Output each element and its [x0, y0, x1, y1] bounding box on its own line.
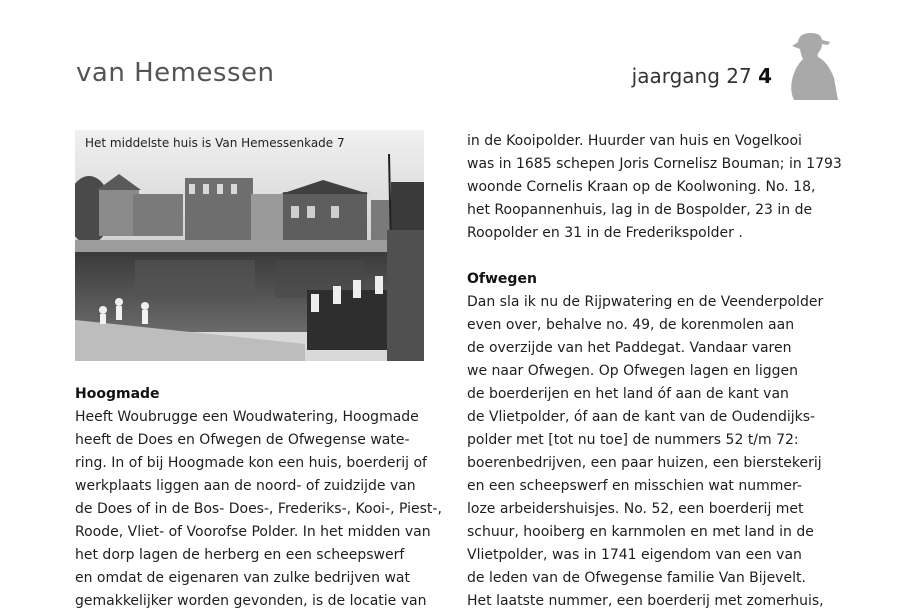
body-line: polder met [tot nu toe] de nummers 52 t/m 72: — [467, 432, 799, 448]
body-line: Het laatste nummer, een boerderij met zomerhuis, — [467, 593, 824, 609]
page-title: van Hemessen — [76, 58, 275, 88]
body-line: we naar Ofwegen. Op Ofwegen lagen en liggen — [467, 363, 799, 379]
left-column — [75, 383, 442, 613]
body-line: Dan sla ik nu de Rijpwatering en de Veenderpolder — [467, 294, 824, 310]
body-line: heeft de Does en Ofwegen de Ofwegense wate- — [75, 432, 410, 448]
body-line: de leden van de Ofwegense familie Van Bijevelt. — [467, 570, 806, 586]
body-line: en omdat de eigenaren van zulke bedrijven wat — [75, 570, 410, 586]
issue-number: 4 — [758, 64, 772, 88]
body-line: loze arbeidershuisjes. No. 52, een boerderij met — [467, 501, 804, 517]
body-line: het dorp lagen de herberg en een scheepswerf — [75, 547, 405, 563]
body-line: Heeft Woubrugge een Woudwatering, Hoogmade — [75, 409, 419, 425]
body-line: ring. In of bij Hoogmade kon een huis, boerderij of — [75, 455, 427, 471]
issue-label — [632, 64, 772, 88]
right-column — [467, 130, 842, 613]
section-heading-hoogmade: Hoogmade — [75, 386, 160, 402]
body-line: Vlietpolder, was in 1741 eigendom van een van — [467, 547, 802, 563]
body-line: was in 1685 schepen Joris Cornelisz Bouman; in 1793 — [467, 156, 842, 172]
canal-photo — [75, 130, 424, 361]
body-line: het Roopannenhuis, lag in de Bospolder, 23 in de — [467, 202, 813, 218]
body-line: werkplaats liggen aan de noord- of zuidzijde van — [75, 478, 416, 494]
body-line: de Does of in de Bos- Does-, Frederiks-, Kooi-, Piest-, — [75, 501, 442, 517]
body-line: de overzijde van het Paddegat. Vandaar varen — [467, 340, 792, 356]
body-line: de boerderijen en het land óf aan de kant van — [467, 386, 789, 402]
photo-caption: Het middelste huis is Van Hemessenkade 7 — [85, 136, 345, 150]
body-line: en een scheepswerf en misschien wat nummer- — [467, 478, 802, 494]
body-line: even over, behalve no. 49, de korenmolen aan — [467, 317, 795, 333]
silhouette-logo-icon — [784, 28, 840, 102]
body-line: Roopolder en 31 in de Frederikspolder . — [467, 225, 743, 241]
body-line: gemakkelijker worden gevonden, is de locatie van — [75, 593, 427, 609]
issue-volume: jaargang 27 — [631, 64, 752, 88]
body-line: woonde Cornelis Kraan op de Koolwoning. No. 18, — [467, 179, 816, 195]
section-heading-ofwegen: Ofwegen — [467, 271, 537, 287]
body-line: in de Kooipolder. Huurder van huis en Vogelkooi — [467, 133, 802, 149]
paragraph-gap — [467, 245, 842, 268]
body-line: schuur, hooiberg en karnmolen en met land in de — [467, 524, 814, 540]
body-line: de Vlietpolder, óf aan de kant van de Oudendijks- — [467, 409, 816, 425]
body-line: boerenbedrijven, een paar huizen, een bierstekerij — [467, 455, 822, 471]
body-line: Roode, Vliet- of Voorofse Polder. In het midden van — [75, 524, 431, 540]
canal-photo-image — [75, 130, 424, 361]
